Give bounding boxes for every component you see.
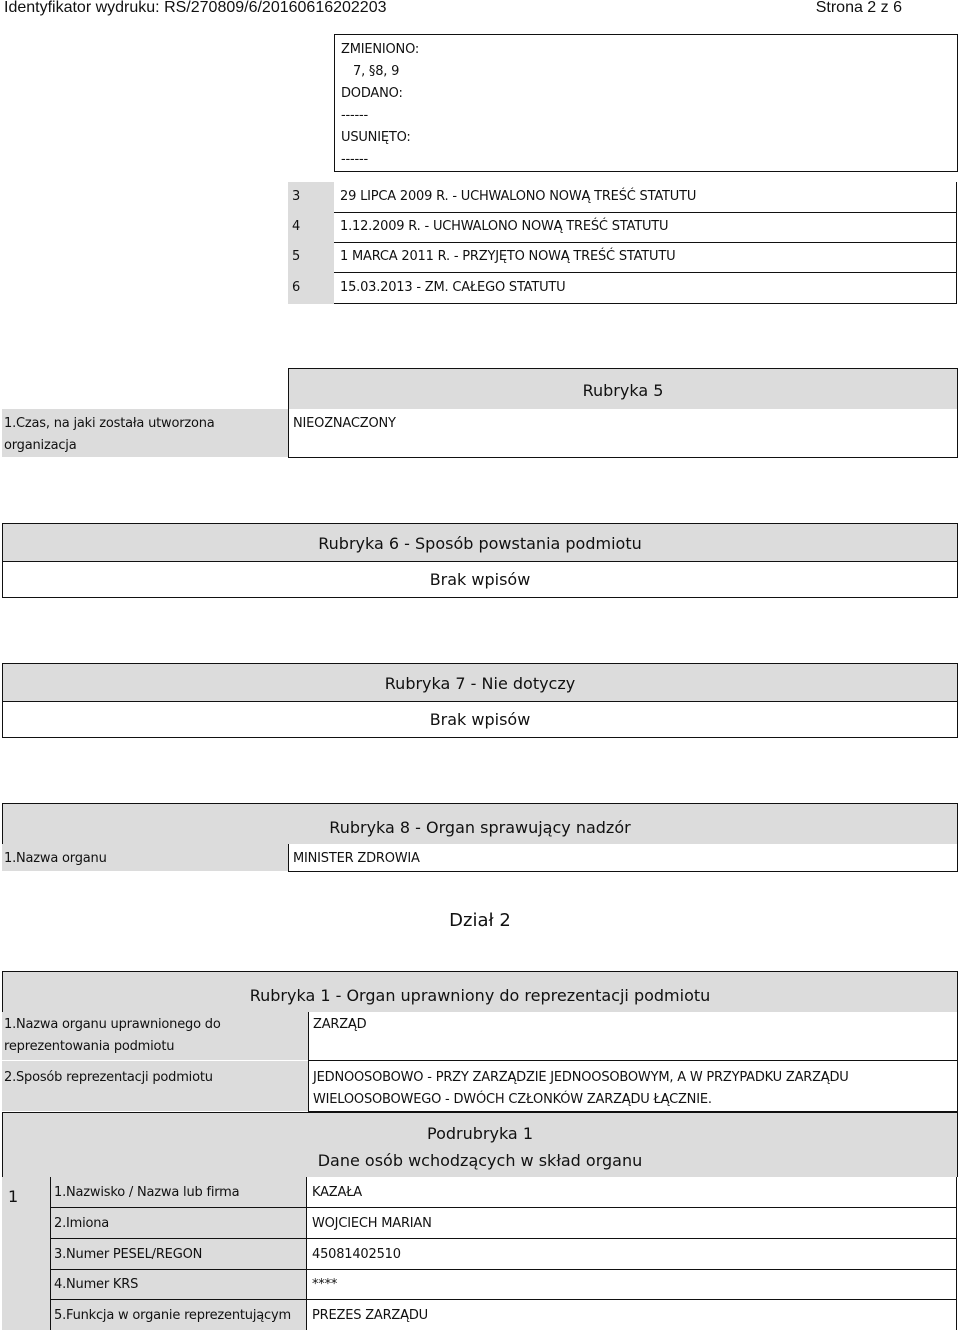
statute-row-text: 1.12.2009 R. - UCHWALONO NOWĄ TREŚĆ STATUTU xyxy=(340,219,669,234)
person-field-value: 45081402510 xyxy=(312,1247,401,1262)
rubryka7-header xyxy=(2,663,958,701)
field-value: NIEOZNACZONY xyxy=(293,416,396,431)
person-field-value: **** xyxy=(312,1277,338,1292)
empty-note: Brak wpisów xyxy=(429,710,531,729)
rubryka5-value-cell xyxy=(288,409,958,457)
podrubryka1-header xyxy=(2,1112,958,1177)
field-label: organizacja xyxy=(4,438,77,453)
field-label: 1.Nazwa organu uprawnionego do xyxy=(4,1017,221,1032)
field-label: 1.Czas, na jaki została utworzona xyxy=(4,416,215,431)
person-field-value: KAZAŁA xyxy=(312,1185,362,1200)
d2-rubryka1-header xyxy=(2,971,958,1012)
field-value: ZARZĄD xyxy=(313,1017,367,1032)
person-field-label: 1.Nazwisko / Nazwa lub firma xyxy=(54,1185,240,1200)
rubryka6-body xyxy=(2,561,958,598)
changes-line: USUNIĘTO: xyxy=(341,130,411,145)
changes-line: ZMIENIONO: xyxy=(341,42,420,57)
field-label: 2.Sposób reprezentacji podmiotu xyxy=(4,1070,213,1085)
d2-field2-label-cell xyxy=(2,1061,308,1111)
rubryka8-value-cell xyxy=(288,844,958,871)
d2-field1-value-cell xyxy=(308,1012,958,1060)
field-value: JEDNOOSOBOWO - PRZY ZARZĄDZIE JEDNOOSOBOWYM, A W PRZYPADKU ZARZĄDU xyxy=(313,1070,849,1085)
person-field-label: 3.Numer PESEL/REGON xyxy=(54,1247,203,1262)
print-identifier: Identyfikator wydruku: RS/270809/6/20160616202203 xyxy=(4,0,387,16)
rubryka6-header xyxy=(2,523,958,561)
statute-row-number: 5 xyxy=(292,249,301,264)
person-field-label: 4.Numer KRS xyxy=(54,1277,139,1292)
person-field-value: WOJCIECH MARIAN xyxy=(312,1216,432,1231)
field-value: MINISTER ZDROWIA xyxy=(293,851,420,866)
person-field-value: PREZES ZARZĄDU xyxy=(312,1308,428,1323)
section-title: Rubryka 8 - Organ sprawujący nadzór xyxy=(329,818,631,837)
changes-line: 7, §8, 9 xyxy=(353,64,400,79)
page-number: Strona 2 z 6 xyxy=(815,0,902,16)
rubryka8-label-cell xyxy=(2,844,288,871)
changes-line: ------ xyxy=(341,108,368,123)
rubryka7-body xyxy=(2,701,958,738)
changes-line: DODANO: xyxy=(341,86,403,101)
person-index: 1 xyxy=(8,1187,19,1206)
rubryka5-label-cell xyxy=(2,409,288,457)
statute-row-number: 3 xyxy=(292,189,301,204)
changes-line: ------ xyxy=(341,152,368,167)
section-title: Rubryka 5 xyxy=(582,381,664,400)
rubryka5-header xyxy=(288,368,958,409)
section-title: Rubryka 6 - Sposób powstania podmiotu xyxy=(318,534,642,553)
statute-row-text: 29 LIPCA 2009 R. - UCHWALONO NOWĄ TREŚĆ STATUTU xyxy=(340,189,697,204)
person-index-cell xyxy=(2,1177,50,1330)
statute-row-text: 1 MARCA 2011 R. - PRZYJĘTO NOWĄ TREŚĆ STATUTU xyxy=(340,249,676,264)
d2-field1-label-cell xyxy=(2,1012,308,1060)
d2-field2-value-cell xyxy=(308,1061,958,1111)
field-value: WIELOOSOBOWEGO - DWÓCH CZŁONKÓW ZARZĄDU ŁĄCZNIE. xyxy=(313,1092,712,1107)
statute-row-number: 4 xyxy=(292,219,301,234)
field-label: 1.Nazwa organu xyxy=(4,851,107,866)
section-title: Rubryka 1 - Organ uprawniony do reprezentacji podmiotu xyxy=(249,986,711,1005)
statute-row-text: 15.03.2013 - ZM. CAŁEGO STATUTU xyxy=(340,280,566,295)
subsection-subtitle: Dane osób wchodzących w skład organu xyxy=(317,1151,643,1170)
section-title: Rubryka 7 - Nie dotyczy xyxy=(384,674,576,693)
rubryka8-header xyxy=(2,803,958,844)
empty-note: Brak wpisów xyxy=(429,570,531,589)
person-field-label: 5.Funkcja w organie reprezentującym xyxy=(54,1308,291,1323)
changes-block xyxy=(334,34,958,172)
field-label: reprezentowania podmiotu xyxy=(4,1039,175,1054)
person-field-label: 2.Imiona xyxy=(54,1216,110,1231)
statute-row-number: 6 xyxy=(292,280,301,295)
section-heading: Dział 2 xyxy=(449,910,511,931)
subsection-title: Podrubryka 1 xyxy=(427,1124,533,1143)
